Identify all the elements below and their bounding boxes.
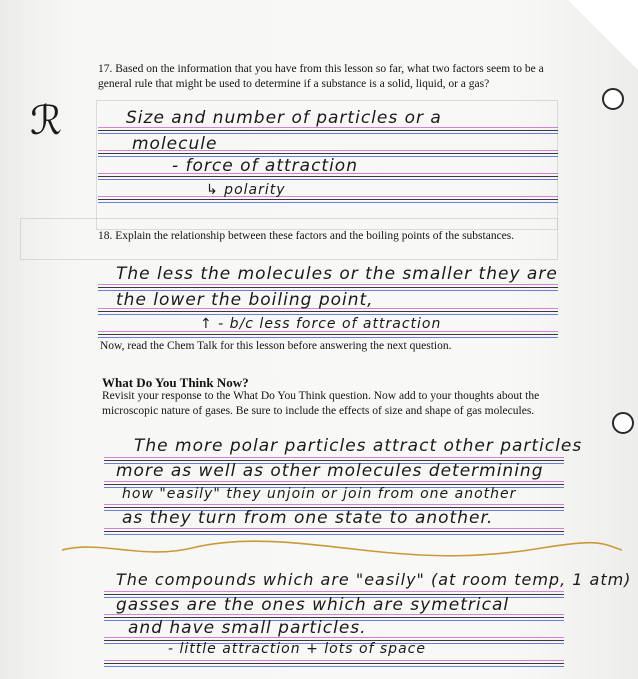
- wdytn-answer-line-5: The compounds which are "easily" (at room temp, 1 atm): [116, 570, 632, 589]
- q18-answer-line-1: The less the molecules or the smaller they are: [116, 264, 558, 284]
- wdytn-prompt: Revisit your response to the What Do You Think question. Now add to your thoughts about the microscopic nature of gases. Be sure to include the effects of size and shape of gas molecules.: [102, 390, 540, 417]
- wdytn-heading: What Do You Think Now?: [102, 375, 249, 390]
- q18-answer-line-2: the lower the boiling point,: [116, 290, 374, 310]
- chem-talk-instruction: Now, read the Chem Talk for this lesson before answering the next question.: [100, 340, 452, 352]
- q17-answer-line-1: Size and number of particles or a: [126, 108, 442, 128]
- q18-line-3: [98, 334, 558, 335]
- wdytn-answer-line-1: The more polar particles attract other particles: [134, 436, 583, 456]
- question-18-text: 18. Explain the relationship between these factors and the boiling points of the substances.: [98, 230, 515, 242]
- wdytn-answer-line-6: gasses are the ones which are symetrical: [116, 595, 510, 615]
- q18-answer-line-3: ↑ - b/c less force of attraction: [200, 316, 442, 332]
- q17-line-4: [98, 199, 558, 200]
- q17-answer-line-3: - force of attraction: [172, 156, 358, 176]
- question-17-text: 17. Based on the information that you have from this lesson so far, what two factors seem to be a general rule that might be used to determine if a substance is a solid, liquid, or a gas?: [98, 63, 544, 90]
- wdytn-answer-line-7: and have small particles.: [128, 618, 367, 638]
- wdytn-answer-line-2: more as well as other molecules determining: [116, 461, 544, 481]
- wdytn-line-8: [104, 663, 564, 664]
- wdytn-answer-line-3: how "easily" they unjoin or join from one another: [122, 486, 517, 502]
- q17-line-1: [98, 130, 558, 131]
- q18-line-1: [98, 287, 558, 288]
- q17-answer-line-4: ↳ polarity: [206, 182, 286, 198]
- margin-mark: ℛ: [30, 98, 63, 144]
- q18-line-2: [98, 311, 558, 312]
- q17-line-3: [98, 176, 558, 177]
- binder-hole-bottom: [612, 412, 634, 434]
- wavy-divider: [62, 538, 622, 562]
- wdytn-answer-line-8: - little attraction + lots of space: [168, 641, 426, 657]
- wdytn-answer-line-4: as they turn from one state to another.: [122, 508, 494, 528]
- wdytn-line-4: [104, 531, 564, 532]
- binder-hole-top: [602, 88, 624, 110]
- q17-answer-line-2: molecule: [132, 134, 218, 154]
- wdytn-line-2: [104, 484, 564, 485]
- folded-corner: [568, 0, 638, 70]
